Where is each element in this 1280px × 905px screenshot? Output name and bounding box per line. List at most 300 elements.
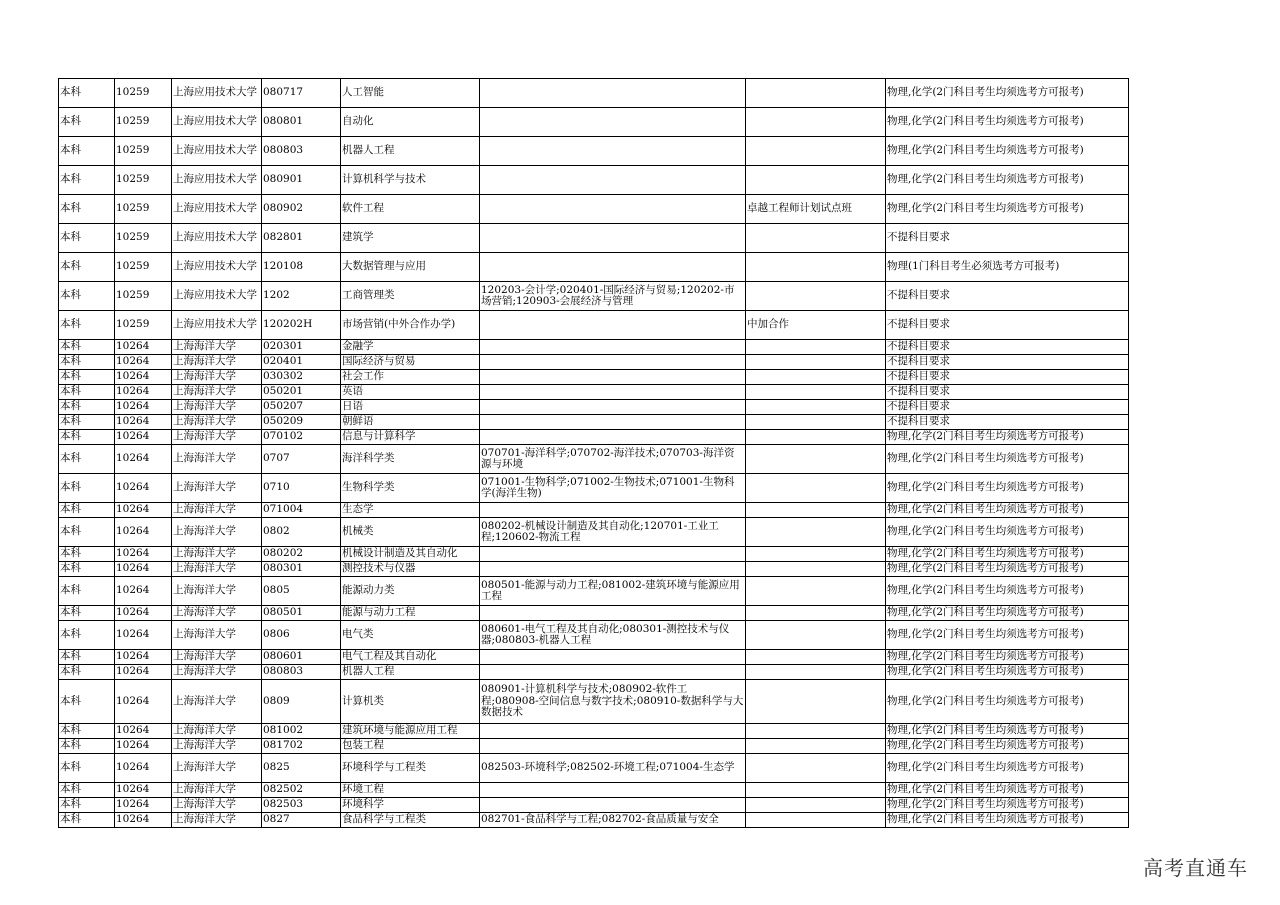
major-code-cell: 0805 [262,577,341,606]
level-cell: 本科 [59,224,115,253]
level-cell: 本科 [59,783,115,798]
table-row [59,340,1129,355]
school-code-cell: 10264 [115,665,172,680]
school-name-cell: 上海海洋大学 [172,813,262,828]
remarks-cell [746,621,886,650]
major-code-cell: 030302 [262,370,341,385]
level-cell: 本科 [59,650,115,665]
school-code-cell: 10264 [115,621,172,650]
remarks-cell [746,680,886,724]
table-row [59,724,1129,739]
major-name-cell: 测控技术与仪器 [341,562,480,577]
admission-subject-requirements-table [58,78,1129,828]
remarks-cell [746,518,886,547]
subject-requirement-cell: 不提科目要求 [886,415,1129,430]
school-name-cell: 上海海洋大学 [172,415,262,430]
subject-requirement-cell: 不提科目要求 [886,385,1129,400]
school-name-cell: 上海应用技术大学 [172,79,262,108]
school-code-cell: 10259 [115,108,172,137]
table-row [59,547,1129,562]
major-name-cell: 信息与计算科学 [341,430,480,445]
table-row [59,400,1129,415]
remarks-cell [746,355,886,370]
school-name-cell: 上海应用技术大学 [172,166,262,195]
level-cell: 本科 [59,311,115,340]
remarks-cell [746,370,886,385]
table-row [59,445,1129,474]
remarks-cell [746,665,886,680]
level-cell: 本科 [59,340,115,355]
subject-requirement-cell: 物理,化学(2门科目考生均须选考方可报考) [886,503,1129,518]
included-majors-cell [480,253,746,282]
major-name-cell: 机器人工程 [341,665,480,680]
subject-requirement-cell: 物理,化学(2门科目考生均须选考方可报考) [886,798,1129,813]
major-code-cell: 082503 [262,798,341,813]
remarks-cell [746,798,886,813]
table-row [59,562,1129,577]
major-name-cell: 生态学 [341,503,480,518]
table-row [59,385,1129,400]
school-name-cell: 上海海洋大学 [172,783,262,798]
school-name-cell: 上海海洋大学 [172,621,262,650]
remarks-cell [746,577,886,606]
remarks-cell [746,445,886,474]
major-name-cell: 包装工程 [341,739,480,754]
included-majors-cell: 080601-电气工程及其自动化;080301-测控技术与仪器;080803-机器人工程 [480,621,746,650]
major-code-cell: 080717 [262,79,341,108]
included-majors-cell [480,166,746,195]
major-code-cell: 1202 [262,282,341,311]
table-row [59,311,1129,340]
remarks-cell [746,108,886,137]
school-name-cell: 上海海洋大学 [172,724,262,739]
major-code-cell: 050207 [262,400,341,415]
major-code-cell: 080901 [262,166,341,195]
table-row [59,415,1129,430]
level-cell: 本科 [59,137,115,166]
level-cell: 本科 [59,754,115,783]
major-code-cell: 120202H [262,311,341,340]
level-cell: 本科 [59,400,115,415]
included-majors-cell [480,137,746,166]
school-name-cell: 上海海洋大学 [172,474,262,503]
school-code-cell: 10264 [115,724,172,739]
included-majors-cell: 082503-环境科学;082502-环境工程;071004-生态学 [480,754,746,783]
table-row [59,108,1129,137]
level-cell: 本科 [59,547,115,562]
school-name-cell: 上海海洋大学 [172,577,262,606]
major-name-cell: 机器人工程 [341,137,480,166]
school-name-cell: 上海应用技术大学 [172,195,262,224]
major-code-cell: 0707 [262,445,341,474]
remarks-cell [746,783,886,798]
major-code-cell: 071004 [262,503,341,518]
included-majors-cell [480,195,746,224]
major-name-cell: 软件工程 [341,195,480,224]
major-name-cell: 日语 [341,400,480,415]
level-cell: 本科 [59,253,115,282]
remarks-cell [746,415,886,430]
major-code-cell: 020301 [262,340,341,355]
subject-requirement-cell: 物理,化学(2门科目考生均须选考方可报考) [886,665,1129,680]
level-cell: 本科 [59,474,115,503]
school-name-cell: 上海海洋大学 [172,503,262,518]
major-name-cell: 工商管理类 [341,282,480,311]
included-majors-cell [480,415,746,430]
subject-requirement-cell: 物理,化学(2门科目考生均须选考方可报考) [886,724,1129,739]
included-majors-cell [480,739,746,754]
included-majors-cell [480,606,746,621]
subject-requirement-cell: 物理,化学(2门科目考生均须选考方可报考) [886,445,1129,474]
included-majors-cell [480,665,746,680]
table-row [59,370,1129,385]
school-code-cell: 10259 [115,79,172,108]
school-name-cell: 上海应用技术大学 [172,224,262,253]
level-cell: 本科 [59,813,115,828]
remarks-cell [746,650,886,665]
school-code-cell: 10264 [115,562,172,577]
table-row [59,739,1129,754]
school-name-cell: 上海海洋大学 [172,650,262,665]
level-cell: 本科 [59,370,115,385]
school-name-cell: 上海海洋大学 [172,547,262,562]
level-cell: 本科 [59,562,115,577]
table-row [59,224,1129,253]
school-name-cell: 上海海洋大学 [172,430,262,445]
major-name-cell: 国际经济与贸易 [341,355,480,370]
subject-requirement-cell: 物理(1门科目考生必须选考方可报考) [886,253,1129,282]
school-code-cell: 10259 [115,253,172,282]
level-cell: 本科 [59,355,115,370]
level-cell: 本科 [59,108,115,137]
school-code-cell: 10259 [115,282,172,311]
table-row [59,665,1129,680]
subject-requirement-cell: 不提科目要求 [886,370,1129,385]
school-code-cell: 10264 [115,430,172,445]
table-row [59,813,1129,828]
remarks-cell [746,562,886,577]
subject-requirement-cell: 物理,化学(2门科目考生均须选考方可报考) [886,680,1129,724]
major-code-cell: 080601 [262,650,341,665]
watermark-logo-text: 高考直通车 [1143,856,1248,880]
included-majors-cell [480,385,746,400]
school-name-cell: 上海应用技术大学 [172,311,262,340]
major-name-cell: 大数据管理与应用 [341,253,480,282]
included-majors-cell: 080501-能源与动力工程;081002-建筑环境与能源应用工程 [480,577,746,606]
table-row [59,518,1129,547]
major-code-cell: 050201 [262,385,341,400]
major-name-cell: 英语 [341,385,480,400]
major-name-cell: 市场营销(中外合作办学) [341,311,480,340]
school-name-cell: 上海海洋大学 [172,606,262,621]
subject-requirement-cell: 物理,化学(2门科目考生均须选考方可报考) [886,562,1129,577]
major-code-cell: 0809 [262,680,341,724]
level-cell: 本科 [59,680,115,724]
major-code-cell: 020401 [262,355,341,370]
school-code-cell: 10264 [115,415,172,430]
major-code-cell: 080501 [262,606,341,621]
level-cell: 本科 [59,445,115,474]
subject-requirement-cell: 物理,化学(2门科目考生均须选考方可报考) [886,137,1129,166]
level-cell: 本科 [59,606,115,621]
school-code-cell: 10264 [115,355,172,370]
included-majors-cell [480,547,746,562]
remarks-cell [746,340,886,355]
level-cell: 本科 [59,577,115,606]
included-majors-cell [480,79,746,108]
table-row [59,195,1129,224]
school-code-cell: 10259 [115,195,172,224]
school-name-cell: 上海海洋大学 [172,400,262,415]
remarks-cell [746,724,886,739]
school-name-cell: 上海海洋大学 [172,798,262,813]
major-name-cell: 机械设计制造及其自动化 [341,547,480,562]
included-majors-cell [480,224,746,253]
remarks-cell [746,137,886,166]
level-cell: 本科 [59,430,115,445]
major-name-cell: 计算机类 [341,680,480,724]
remarks-cell [746,400,886,415]
major-name-cell: 生物科学类 [341,474,480,503]
table-row [59,253,1129,282]
remarks-cell [746,474,886,503]
level-cell: 本科 [59,724,115,739]
table-row [59,621,1129,650]
subject-requirement-cell: 物理,化学(2门科目考生均须选考方可报考) [886,621,1129,650]
subject-requirement-cell: 物理,化学(2门科目考生均须选考方可报考) [886,754,1129,783]
school-code-cell: 10264 [115,606,172,621]
table-row [59,166,1129,195]
included-majors-cell: 071001-生物科学;071002-生物技术;071001-生物科学(海洋生物) [480,474,746,503]
major-name-cell: 建筑学 [341,224,480,253]
subject-requirement-cell: 物理,化学(2门科目考生均须选考方可报考) [886,474,1129,503]
major-name-cell: 环境科学与工程类 [341,754,480,783]
table-row [59,503,1129,518]
major-name-cell: 朝鲜语 [341,415,480,430]
major-code-cell: 081002 [262,724,341,739]
subject-requirement-cell: 不提科目要求 [886,355,1129,370]
school-code-cell: 10264 [115,340,172,355]
major-code-cell: 080902 [262,195,341,224]
table-row [59,430,1129,445]
subject-requirement-cell: 不提科目要求 [886,400,1129,415]
school-name-cell: 上海海洋大学 [172,445,262,474]
level-cell: 本科 [59,385,115,400]
major-code-cell: 0802 [262,518,341,547]
level-cell: 本科 [59,621,115,650]
table-row [59,79,1129,108]
subject-requirement-cell: 物理,化学(2门科目考生均须选考方可报考) [886,739,1129,754]
major-name-cell: 食品科学与工程类 [341,813,480,828]
school-code-cell: 10264 [115,370,172,385]
remarks-cell [746,754,886,783]
major-code-cell: 120108 [262,253,341,282]
school-name-cell: 上海海洋大学 [172,370,262,385]
school-code-cell: 10264 [115,650,172,665]
school-code-cell: 10264 [115,680,172,724]
subject-requirement-cell: 物理,化学(2门科目考生均须选考方可报考) [886,783,1129,798]
school-code-cell: 10259 [115,137,172,166]
school-code-cell: 10264 [115,385,172,400]
school-name-cell: 上海应用技术大学 [172,253,262,282]
major-code-cell: 080803 [262,137,341,166]
major-name-cell: 电气工程及其自动化 [341,650,480,665]
remarks-cell [746,547,886,562]
level-cell: 本科 [59,195,115,224]
major-code-cell: 0806 [262,621,341,650]
subject-requirement-cell: 物理,化学(2门科目考生均须选考方可报考) [886,606,1129,621]
major-name-cell: 建筑环境与能源应用工程 [341,724,480,739]
school-code-cell: 10264 [115,445,172,474]
included-majors-cell: 080901-计算机科学与技术;080902-软件工程;080908-空间信息与数字技术;080910-数据科学与大数据技术 [480,680,746,724]
remarks-cell [746,253,886,282]
school-name-cell: 上海应用技术大学 [172,137,262,166]
table-row [59,355,1129,370]
school-name-cell: 上海海洋大学 [172,665,262,680]
major-name-cell: 金融学 [341,340,480,355]
major-name-cell: 环境科学 [341,798,480,813]
subject-requirement-cell: 不提科目要求 [886,282,1129,311]
major-name-cell: 能源动力类 [341,577,480,606]
subject-requirement-cell: 不提科目要求 [886,340,1129,355]
school-code-cell: 10259 [115,166,172,195]
included-majors-cell [480,355,746,370]
major-code-cell: 080301 [262,562,341,577]
level-cell: 本科 [59,79,115,108]
remarks-cell [746,503,886,518]
included-majors-cell [480,108,746,137]
subject-requirement-cell: 物理,化学(2门科目考生均须选考方可报考) [886,79,1129,108]
table-row [59,282,1129,311]
remarks-cell [746,739,886,754]
subject-requirement-cell: 物理,化学(2门科目考生均须选考方可报考) [886,577,1129,606]
school-name-cell: 上海海洋大学 [172,518,262,547]
included-majors-cell [480,340,746,355]
table-row [59,606,1129,621]
subject-requirement-cell: 物理,化学(2门科目考生均须选考方可报考) [886,650,1129,665]
major-code-cell: 082502 [262,783,341,798]
school-code-cell: 10264 [115,798,172,813]
major-code-cell: 0710 [262,474,341,503]
level-cell: 本科 [59,415,115,430]
level-cell: 本科 [59,282,115,311]
major-code-cell: 0825 [262,754,341,783]
subject-requirement-cell: 物理,化学(2门科目考生均须选考方可报考) [886,108,1129,137]
school-code-cell: 10259 [115,311,172,340]
included-majors-cell [480,430,746,445]
included-majors-cell [480,783,746,798]
subject-requirement-cell: 物理,化学(2门科目考生均须选考方可报考) [886,166,1129,195]
major-name-cell: 能源与动力工程 [341,606,480,621]
remarks-cell [746,385,886,400]
major-name-cell: 环境工程 [341,783,480,798]
table-row [59,577,1129,606]
subject-requirement-cell: 物理,化学(2门科目考生均须选考方可报考) [886,195,1129,224]
major-code-cell: 081702 [262,739,341,754]
included-majors-cell: 082701-食品科学与工程;082702-食品质量与安全 [480,813,746,828]
major-name-cell: 自动化 [341,108,480,137]
level-cell: 本科 [59,665,115,680]
major-name-cell: 海洋科学类 [341,445,480,474]
school-name-cell: 上海应用技术大学 [172,282,262,311]
remarks-cell [746,813,886,828]
remarks-cell [746,282,886,311]
level-cell: 本科 [59,166,115,195]
included-majors-cell [480,400,746,415]
table-row [59,137,1129,166]
table-row [59,798,1129,813]
school-code-cell: 10259 [115,224,172,253]
subject-requirement-cell: 物理,化学(2门科目考生均须选考方可报考) [886,813,1129,828]
remarks-cell: 中加合作 [746,311,886,340]
table-row [59,474,1129,503]
included-majors-cell [480,562,746,577]
school-code-cell: 10264 [115,474,172,503]
major-code-cell: 070102 [262,430,341,445]
school-code-cell: 10264 [115,783,172,798]
level-cell: 本科 [59,503,115,518]
school-code-cell: 10264 [115,739,172,754]
level-cell: 本科 [59,739,115,754]
major-code-cell: 050209 [262,415,341,430]
major-code-cell: 080801 [262,108,341,137]
table-row [59,680,1129,724]
school-name-cell: 上海海洋大学 [172,739,262,754]
remarks-cell [746,224,886,253]
remarks-cell [746,79,886,108]
included-majors-cell [480,503,746,518]
remarks-cell [746,166,886,195]
school-name-cell: 上海海洋大学 [172,562,262,577]
major-name-cell: 计算机科学与技术 [341,166,480,195]
school-code-cell: 10264 [115,400,172,415]
remarks-cell [746,606,886,621]
included-majors-cell [480,724,746,739]
included-majors-cell [480,650,746,665]
school-name-cell: 上海海洋大学 [172,680,262,724]
subject-requirement-cell: 不提科目要求 [886,224,1129,253]
major-code-cell: 0827 [262,813,341,828]
included-majors-cell [480,798,746,813]
major-name-cell: 社会工作 [341,370,480,385]
remarks-cell [746,430,886,445]
remarks-cell: 卓越工程师计划试点班 [746,195,886,224]
major-name-cell: 机械类 [341,518,480,547]
major-name-cell: 电气类 [341,621,480,650]
subject-requirement-cell: 不提科目要求 [886,311,1129,340]
major-code-cell: 080803 [262,665,341,680]
included-majors-cell: 070701-海洋科学;070702-海洋技术;070703-海洋资源与环境 [480,445,746,474]
school-code-cell: 10264 [115,754,172,783]
major-code-cell: 080202 [262,547,341,562]
included-majors-cell: 120203-会计学;020401-国际经济与贸易;120202-市场营销;120903-会展经济与管理 [480,282,746,311]
subject-requirement-cell: 物理,化学(2门科目考生均须选考方可报考) [886,430,1129,445]
major-name-cell: 人工智能 [341,79,480,108]
school-code-cell: 10264 [115,813,172,828]
school-name-cell: 上海海洋大学 [172,754,262,783]
subject-requirement-cell: 物理,化学(2门科目考生均须选考方可报考) [886,518,1129,547]
school-code-cell: 10264 [115,577,172,606]
school-code-cell: 10264 [115,547,172,562]
school-code-cell: 10264 [115,518,172,547]
included-majors-cell: 080202-机械设计制造及其自动化;120701-工业工程;120602-物流工程 [480,518,746,547]
table-row [59,650,1129,665]
school-name-cell: 上海海洋大学 [172,340,262,355]
school-code-cell: 10264 [115,503,172,518]
table-row [59,783,1129,798]
school-name-cell: 上海应用技术大学 [172,108,262,137]
school-name-cell: 上海海洋大学 [172,355,262,370]
